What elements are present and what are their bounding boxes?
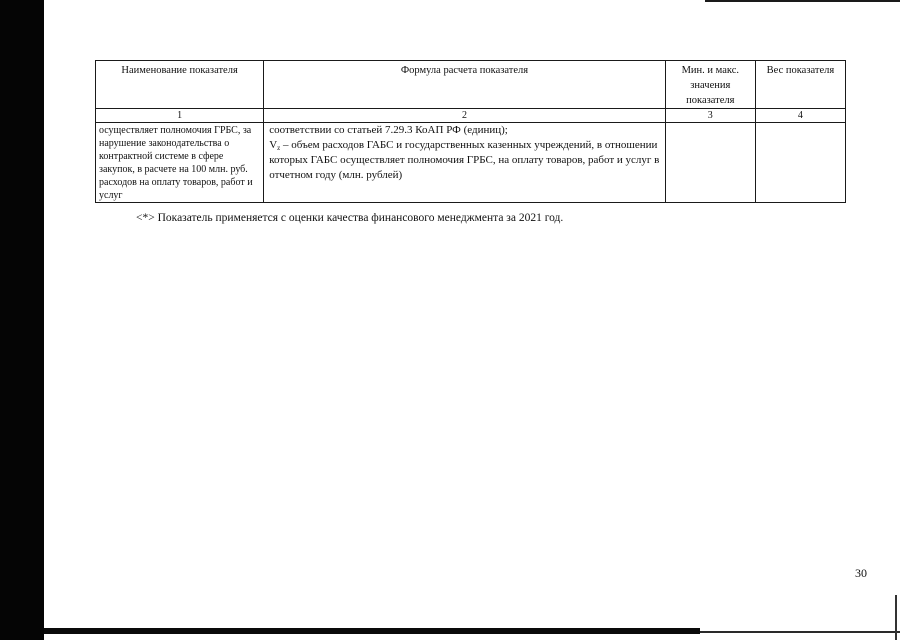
formula-variable-definition: [269, 138, 661, 183]
indicator-table: [95, 60, 846, 203]
column-number: 2: [264, 109, 666, 123]
scan-edge-top: [705, 0, 900, 2]
scan-edge-bottom: [44, 628, 700, 634]
scan-edge-bottom-thin: [700, 631, 900, 633]
column-number: 1: [96, 109, 264, 123]
table-header-row: [96, 61, 846, 109]
header-weight: Вес показателя: [755, 61, 845, 109]
header-indicator-name: Наименование показателя: [96, 61, 264, 109]
column-number: 3: [665, 109, 755, 123]
header-formula: Формула расчета показателя: [264, 61, 666, 109]
cell-formula: [264, 123, 666, 203]
header-min-max: Мин. и макс. значения показателя: [665, 61, 755, 109]
column-number: 4: [755, 109, 845, 123]
table-row: [96, 123, 846, 203]
formula-variable-text: – объем расходов ГАБС и государственных казенных учреждений, в отношении которых ГАБС осуществляет полномочия ГРБС, на оплату товаров, работ и услуг в отчетном году (млн. рублей): [269, 139, 660, 181]
table-column-number-row: [96, 109, 846, 123]
page-number: 30: [855, 566, 867, 580]
footnote: <*> Показатель применяется с оценки качества финансового менеджмента за 2021 год.: [136, 212, 564, 224]
scan-edge-left: [0, 0, 44, 640]
formula-line-1: соответствии со статьей 7.29.3 КоАП РФ (единиц);: [269, 124, 508, 136]
cell-weight: [755, 123, 845, 203]
formula-variable: V: [269, 139, 278, 151]
cell-indicator-name: осуществляет полномочия ГРБС, за нарушение законодательства о контрактной системе в сфере закупок, в расчете на 100 млн. руб. расходов на оплату товаров, работ и услуг: [96, 123, 264, 203]
formula-variable-subscript: z: [277, 144, 281, 152]
scan-edge-right: [895, 595, 897, 640]
cell-min-max: [665, 123, 755, 203]
